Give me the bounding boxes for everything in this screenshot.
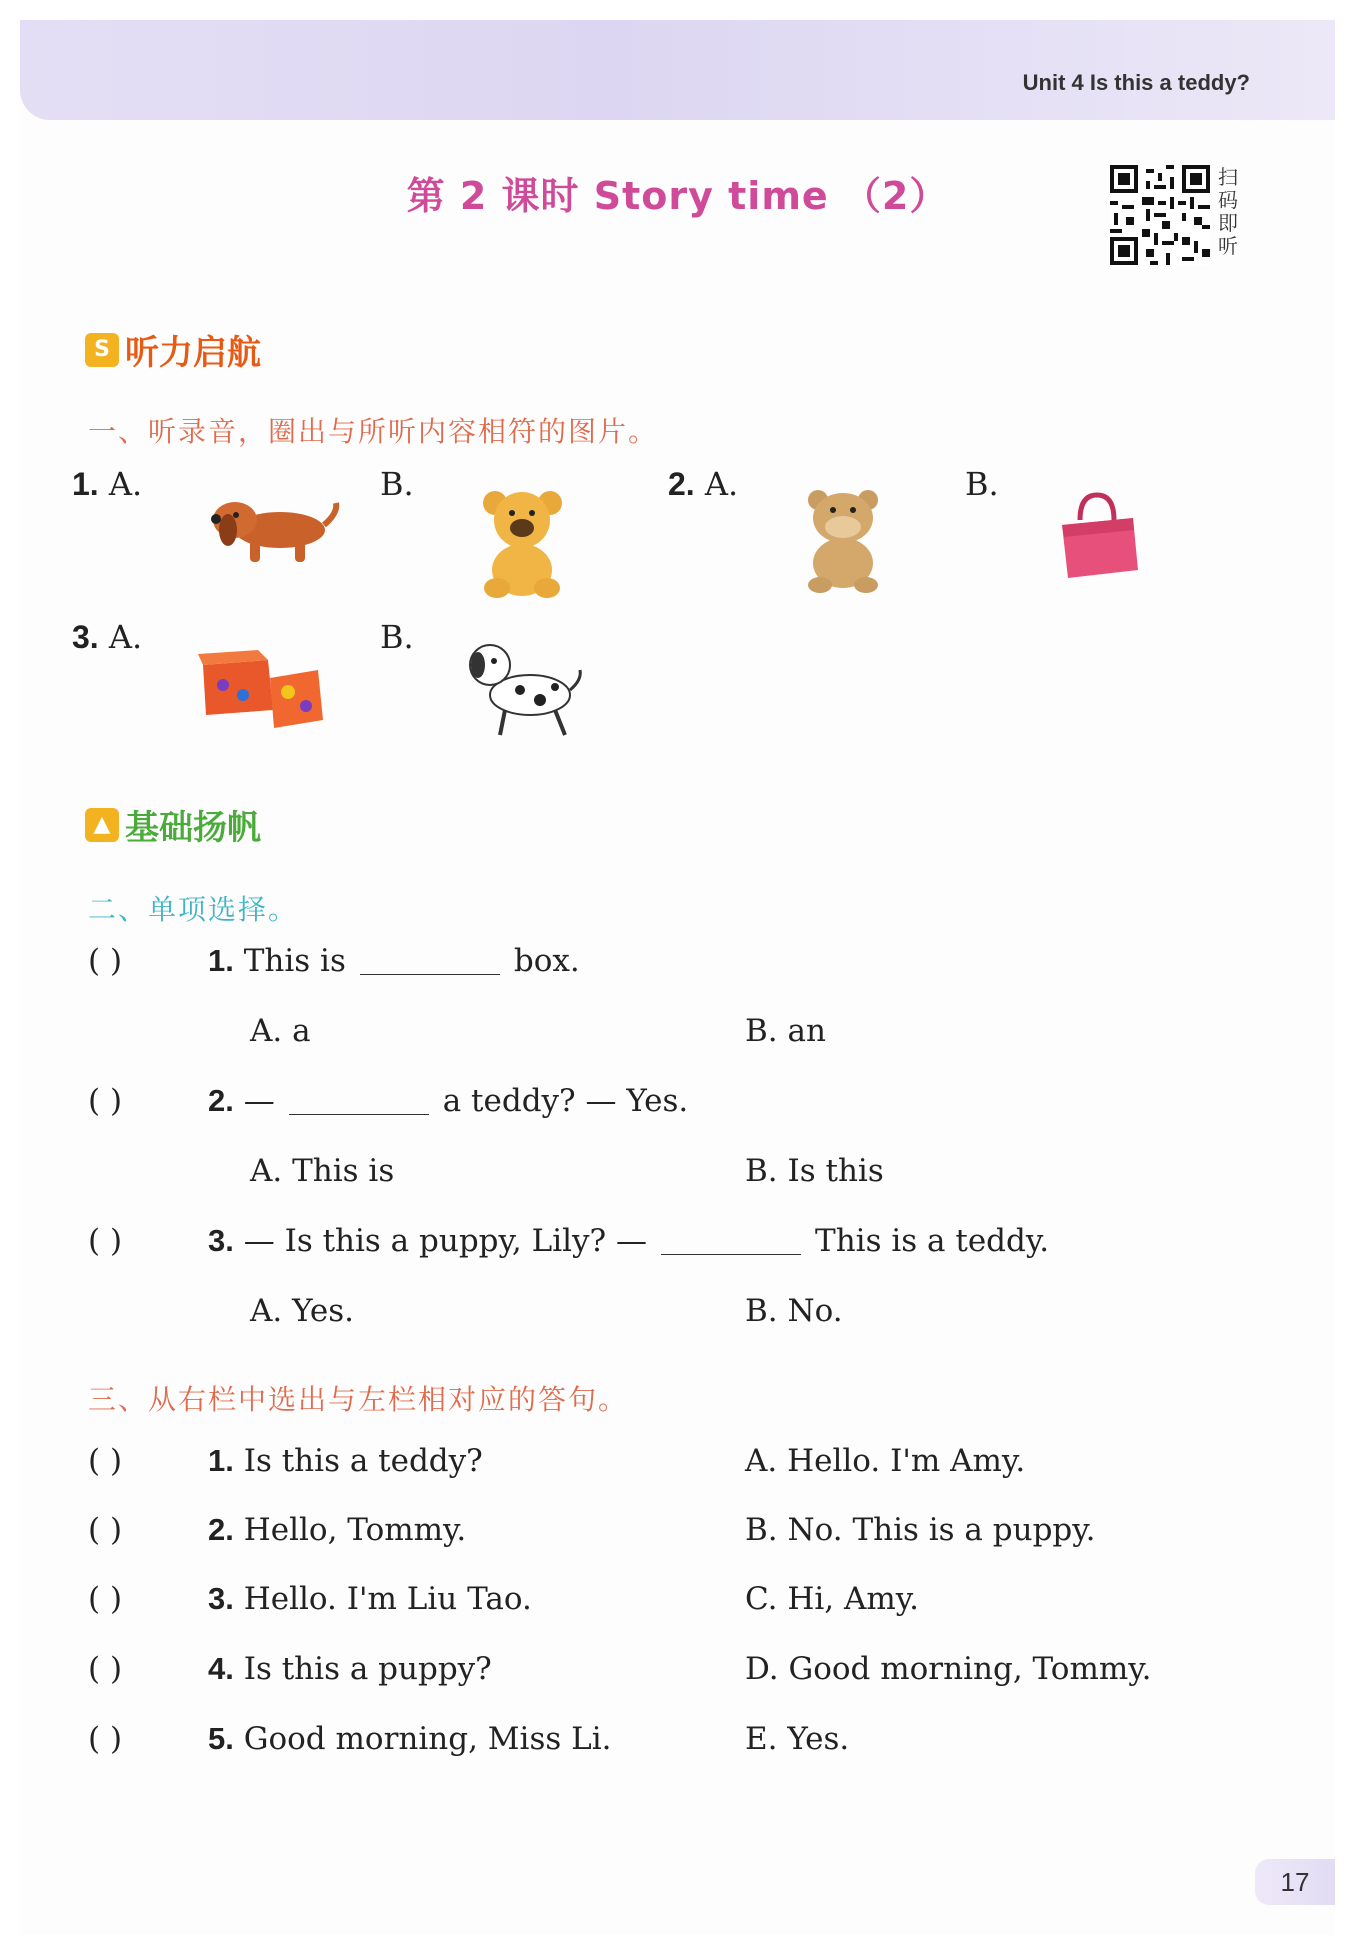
option-a[interactable]: A. Yes. (250, 1293, 354, 1329)
option-b[interactable]: B. an (745, 1013, 826, 1049)
match-left-2 (208, 1512, 466, 1548)
anchor-icon: S (85, 333, 119, 367)
answer-paren[interactable]: ( ) (88, 1223, 123, 1259)
row-number: 1. (208, 1443, 234, 1478)
question-number: 2. (208, 1083, 234, 1118)
part2-instruction: 二、单项选择。 (88, 893, 299, 926)
question-pre: — Is this a puppy, Lily? — (243, 1223, 648, 1259)
option-b[interactable]: B. No. (745, 1293, 843, 1329)
answer-paren[interactable]: ( ) (88, 1083, 123, 1119)
question-number: 3. (208, 1223, 234, 1258)
answer-paren[interactable]: ( ) (88, 1651, 123, 1687)
match-left-1 (208, 1443, 483, 1479)
option-b-label: B. (380, 618, 414, 656)
answer-paren[interactable]: ( ) (88, 943, 123, 979)
match-right-d: D. Good morning, Tommy. (745, 1651, 1152, 1687)
qr-code-icon[interactable] (1110, 165, 1210, 265)
match-right-e: E. Yes. (745, 1721, 850, 1757)
part1-item-1-b (380, 465, 414, 503)
part1-item-2-b (965, 465, 999, 503)
part2-question-2 (208, 1083, 688, 1119)
left-text: Hello, Tommy. (243, 1512, 467, 1548)
option-a[interactable]: A. a (250, 1013, 311, 1049)
left-text: Is this a teddy? (243, 1443, 483, 1479)
option-a-label: A. (704, 465, 739, 503)
row-number: 3. (208, 1581, 234, 1616)
match-left-5 (208, 1721, 611, 1757)
header-band (20, 20, 1335, 120)
match-right-b: B. No. This is a puppy. (745, 1512, 1096, 1548)
part2-question-1 (208, 943, 580, 979)
sail-icon: ▲ (85, 808, 119, 842)
row-number: 5. (208, 1721, 234, 1756)
lesson-title: 第 2 课时 Story time （2） (406, 174, 949, 218)
option-b[interactable]: B. Is this (745, 1153, 884, 1189)
option-a-label: A. (108, 618, 143, 656)
question-number: 1. (208, 943, 234, 978)
part1-item-2 (668, 465, 738, 503)
answer-blank[interactable] (360, 946, 500, 975)
part1-item-3-b (380, 618, 414, 656)
row-number: 2. (208, 1512, 234, 1547)
part1-instruction: 一、听录音，圈出与所听内容相符的图片。 (88, 415, 659, 448)
question-post: a teddy? — Yes. (442, 1083, 689, 1119)
part1-item-1 (72, 465, 142, 503)
option-a[interactable]: A. This is (250, 1153, 395, 1189)
match-right-a: A. Hello. I'm Amy. (745, 1443, 1026, 1479)
question-pre: — (243, 1083, 275, 1119)
qr-caption: 扫码即听 (1218, 165, 1238, 258)
teddy-bear-icon[interactable] (475, 485, 570, 600)
item-number: 1. (72, 466, 99, 502)
pink-bag-icon[interactable] (1050, 490, 1145, 585)
answer-paren[interactable]: ( ) (88, 1443, 123, 1479)
section-listening (85, 325, 261, 374)
question-post: This is a teddy. (815, 1223, 1050, 1259)
option-b-label: B. (965, 465, 999, 503)
part1-item-3 (72, 618, 142, 656)
item-number: 2. (668, 466, 695, 502)
page-number: 17 (1255, 1859, 1335, 1905)
match-left-4 (208, 1651, 492, 1687)
unit-label: Unit 4 Is this a teddy? (1022, 70, 1250, 95)
question-pre: This is (243, 943, 346, 979)
workbook-page (20, 20, 1335, 1935)
part2-question-3 (208, 1223, 1049, 1259)
answer-blank[interactable] (289, 1086, 429, 1115)
answer-paren[interactable]: ( ) (88, 1581, 123, 1617)
toy-dog-icon[interactable] (200, 485, 340, 570)
hippo-toy-icon[interactable] (798, 485, 888, 595)
dalmatian-puppy-icon[interactable] (460, 635, 585, 745)
row-number: 4. (208, 1651, 234, 1686)
part3-instruction: 三、从右栏中选出与左栏相对应的答句。 (88, 1383, 629, 1416)
candy-box-icon[interactable] (198, 640, 328, 735)
section-listening-title: 听力启航 (125, 333, 261, 373)
section-basic (85, 800, 261, 849)
left-text: Hello. I'm Liu Tao. (243, 1581, 532, 1617)
match-left-3 (208, 1581, 532, 1617)
option-a-label: A. (108, 465, 143, 503)
item-number: 3. (72, 619, 99, 655)
match-right-c: C. Hi, Amy. (745, 1581, 920, 1617)
section-basic-title: 基础扬帆 (125, 808, 261, 848)
left-text: Is this a puppy? (243, 1651, 492, 1687)
answer-paren[interactable]: ( ) (88, 1721, 123, 1757)
answer-paren[interactable]: ( ) (88, 1512, 123, 1548)
option-b-label: B. (380, 465, 414, 503)
question-post: box. (513, 943, 580, 979)
answer-blank[interactable] (661, 1226, 801, 1255)
left-text: Good morning, Miss Li. (243, 1721, 612, 1757)
